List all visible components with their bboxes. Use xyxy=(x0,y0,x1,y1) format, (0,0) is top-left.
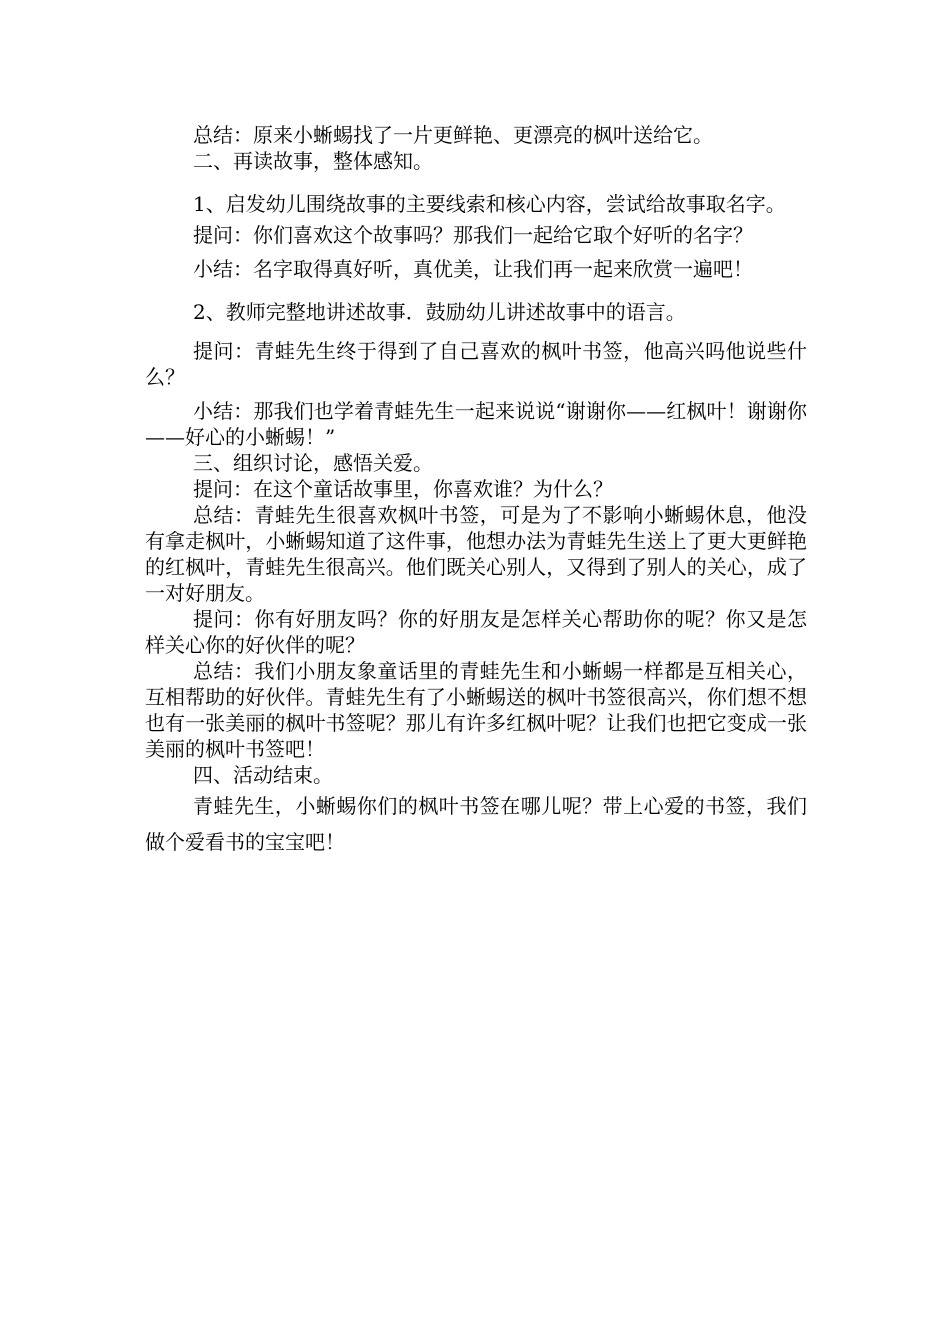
question-paragraph: 提问：青蛙先生终于得到了自己喜欢的枫叶书签，他高兴吗他说些什么？ xyxy=(145,339,807,389)
document-page xyxy=(145,122,807,860)
summary-paragraph: 总结：原来小蜥蜴找了一片更鲜艳、更漂亮的枫叶送给它。 xyxy=(193,123,713,147)
section-heading-2: 二、再读故事，整体感知。 xyxy=(193,149,433,173)
summary-paragraph: 总结：青蛙先生很喜欢枫叶书签，可是为了不影响小蜥蜴休息，他没有拿走枫叶，小蜥蜴知道了这件事，他想办法为青蛙先生送上了更大更鲜艳的红枫叶，青蛙先生很高兴。他们既关心别人，又得到了别人的关心，成了一对好朋友。 xyxy=(145,503,807,605)
question-paragraph: 提问：你有好朋友吗？你的好朋友是怎样关心帮助你的呢？你又是怎样关心你的好伙伴的呢？ xyxy=(145,607,807,657)
brief-summary-paragraph: 小结：那我们也学着青蛙先生一起来说说“谢谢你——红枫叶！谢谢你——好心的小蜥蜴！” xyxy=(145,399,807,449)
section-heading-3: 三、组织讨论，感悟关爱。 xyxy=(193,451,433,475)
section-heading-4: 四、活动结束。 xyxy=(193,763,333,787)
summary-paragraph: 总结：我们小朋友象童话里的青蛙先生和小蜥蜴一样都是互相关心，互相帮助的好伙伴。青蛙先生有了小蜥蜴送的枫叶书签很高兴，你们想不想也有一张美丽的枫叶书签呢？那儿有许多红枫叶呢？让我们也把它变成一张美丽的枫叶书签吧！ xyxy=(145,659,807,761)
question-paragraph: 提问：在这个童话故事里，你喜欢谁？为什么？ xyxy=(193,477,613,501)
closing-paragraph: 青蛙先生，小蜥蜴你们的枫叶书签在哪儿呢？带上心爱的书签，我们做个爱看书的宝宝吧！ xyxy=(145,794,807,854)
question-paragraph: 提问：你们喜欢这个故事吗？那我们一起给它取个好听的名字？ xyxy=(193,223,753,247)
step-2-paragraph: 2、教师完整地讲述故事．鼓励幼儿讲述故事中的语言。 xyxy=(193,300,686,324)
step-1-paragraph: 1、启发幼儿围绕故事的主要线索和核心内容，尝试给故事取名字。 xyxy=(193,192,786,216)
brief-summary-paragraph: 小结：名字取得真好听，真优美，让我们再一起来欣赏一遍吧！ xyxy=(193,257,753,281)
